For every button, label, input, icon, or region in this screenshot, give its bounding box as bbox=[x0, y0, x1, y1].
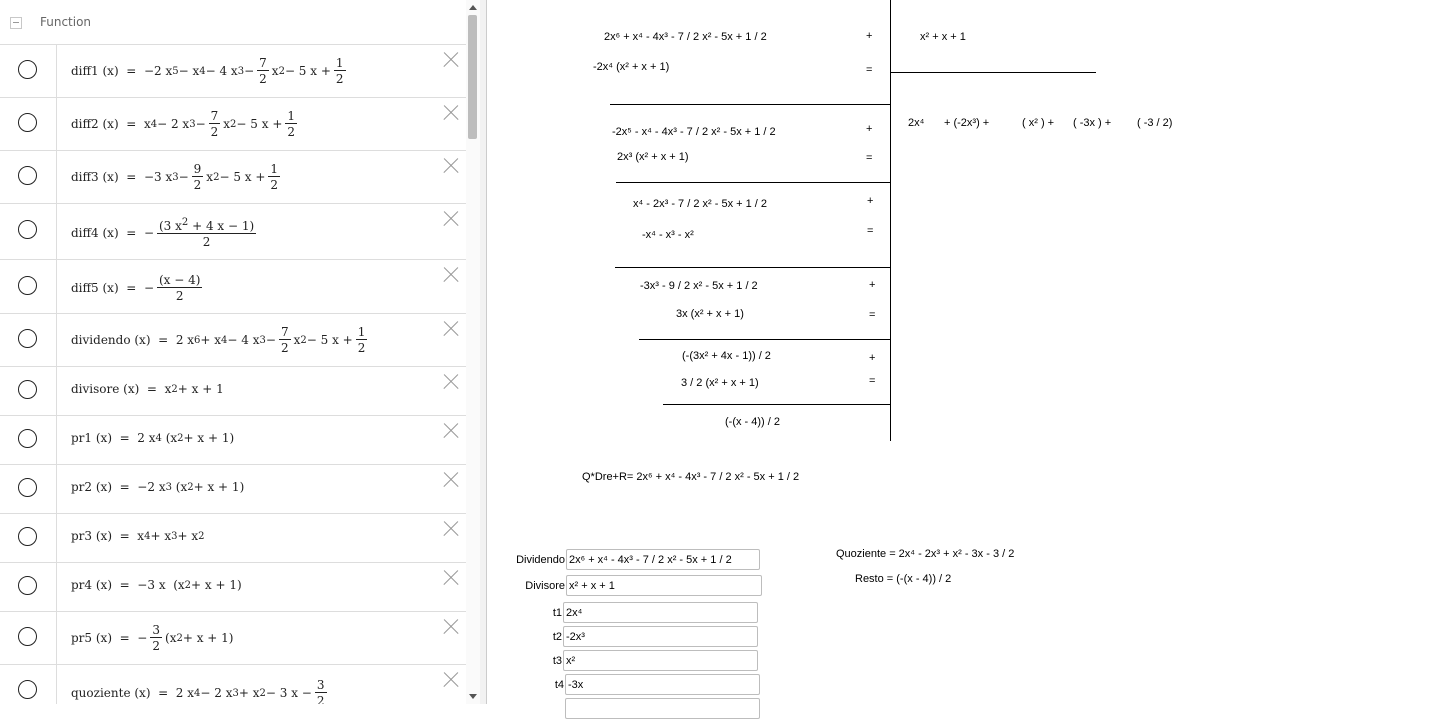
formula-divisore[interactable]: divisore (x) = x 2 + x + 1 bbox=[71, 382, 224, 396]
plus-sign: + bbox=[869, 279, 876, 291]
remainder-3: -3x³ - 9 / 2 x² - 5x + 1 / 2 bbox=[640, 280, 758, 292]
division-line-2 bbox=[616, 182, 891, 183]
algebra-scrollbar[interactable] bbox=[466, 0, 480, 704]
equals-sign: = bbox=[866, 152, 873, 164]
t3-label: t3 bbox=[552, 655, 562, 667]
algebra-row-pr1[interactable] bbox=[0, 416, 466, 465]
function-group-header bbox=[0, 0, 466, 45]
collapse-icon[interactable] bbox=[10, 17, 22, 29]
subtrahend-2: 2x³ (x² + x + 1) bbox=[617, 151, 689, 163]
visibility-toggle-icon[interactable] bbox=[18, 680, 37, 699]
formula-diff1[interactable]: diff1 (x) = −2 x 5 − x 4 − 4 x 3 − $\frac{7}{2}$ x 2 − 5 x + $\frac{1}{2}$ bbox=[71, 56, 344, 86]
formula-pr4[interactable]: pr4 (x) = −3 x (x 2 + x + 1) bbox=[71, 578, 242, 592]
quotient-term-4: ( -3x ) + bbox=[1073, 117, 1112, 129]
formula-pr3[interactable]: pr3 (x) = x 4 + x 3 + x 2 bbox=[71, 529, 205, 543]
t2-label: t2 bbox=[552, 631, 562, 643]
formula-diff5[interactable]: diff5 (x) = − $\frac{(x - 4)}{2}$ bbox=[71, 273, 201, 303]
algebra-view bbox=[0, 0, 467, 704]
plus-sign: + bbox=[866, 123, 873, 135]
delete-icon[interactable] bbox=[442, 320, 460, 338]
algebra-row-diff4[interactable] bbox=[0, 204, 466, 260]
delete-icon[interactable] bbox=[442, 618, 460, 636]
algebra-row-diff3[interactable] bbox=[0, 151, 466, 204]
equals-sign: = bbox=[867, 225, 874, 237]
algebra-row-pr5[interactable] bbox=[0, 612, 466, 665]
delete-icon[interactable] bbox=[442, 51, 460, 69]
algebra-row-dividendo[interactable] bbox=[0, 314, 466, 367]
delete-icon[interactable] bbox=[442, 210, 460, 228]
equals-sign: = bbox=[866, 64, 873, 76]
verification-text: Q*Dre+R= 2x⁶ + x⁴ - 4x³ - 7 / 2 x² - 5x + 1 / 2 bbox=[582, 471, 800, 483]
division-line-1 bbox=[610, 104, 891, 105]
quotient-result: Quoziente = 2x⁴ - 2x³ + x² - 3x - 3 / 2 bbox=[836, 548, 1015, 560]
algebra-row-pr3[interactable] bbox=[0, 514, 466, 563]
dividend-text: 2x⁶ + x⁴ - 4x³ - 7 / 2 x² - 5x + 1 / 2 bbox=[604, 31, 767, 43]
delete-icon[interactable] bbox=[442, 266, 460, 284]
dividend-input[interactable]: 2x⁶ + x⁴ - 4x³ - 7 / 2 x² - 5x + 1 / 2 bbox=[566, 549, 760, 570]
subtrahend-5: 3 / 2 (x² + x + 1) bbox=[681, 377, 759, 389]
plus-sign: + bbox=[866, 30, 873, 42]
visibility-toggle-icon[interactable] bbox=[18, 220, 37, 239]
dividend-label: Dividendo bbox=[516, 554, 565, 566]
formula-pr1[interactable]: pr1 (x) = 2 x 4 (x 2 + x + 1) bbox=[71, 431, 235, 445]
visibility-toggle-icon[interactable] bbox=[18, 276, 37, 295]
algebra-row-diff2[interactable] bbox=[0, 98, 466, 151]
group-title: Function bbox=[40, 15, 92, 29]
divisor-underline bbox=[890, 72, 1096, 73]
visibility-toggle-icon[interactable] bbox=[18, 478, 37, 497]
delete-icon[interactable] bbox=[442, 157, 460, 175]
formula-quoziente[interactable]: quoziente (x) = 2 x 4 − 2 x 3 + x 2 − 3 x − $\frac{3}{2}$ bbox=[71, 678, 325, 704]
delete-icon[interactable] bbox=[442, 520, 460, 538]
formula-pr2[interactable]: pr2 (x) = −2 x 3 (x 2 + x + 1) bbox=[71, 480, 245, 494]
visibility-toggle-icon[interactable] bbox=[18, 380, 37, 399]
t2-input[interactable]: -2x³ bbox=[563, 626, 758, 647]
plus-sign: + bbox=[869, 352, 876, 364]
algebra-row-diff1[interactable] bbox=[0, 45, 466, 98]
delete-icon[interactable] bbox=[442, 373, 460, 391]
equals-sign: = bbox=[869, 375, 876, 387]
visibility-toggle-icon[interactable] bbox=[18, 429, 37, 448]
remainder-2: x⁴ - 2x³ - 7 / 2 x² - 5x + 1 / 2 bbox=[633, 198, 768, 210]
scroll-thumb[interactable] bbox=[468, 15, 477, 139]
scroll-up-icon[interactable] bbox=[469, 5, 477, 10]
delete-icon[interactable] bbox=[442, 104, 460, 122]
algebra-row-pr4[interactable] bbox=[0, 563, 466, 612]
division-line-5 bbox=[663, 404, 891, 405]
division-line-3 bbox=[615, 267, 891, 268]
quotient-term-5: ( -3 / 2) bbox=[1137, 117, 1173, 129]
t4-label: t4 bbox=[554, 679, 564, 691]
graphics-view[interactable] bbox=[487, 0, 1440, 704]
delete-icon[interactable] bbox=[442, 471, 460, 489]
visibility-toggle-icon[interactable] bbox=[18, 527, 37, 546]
formula-pr5[interactable]: pr5 (x) = − $\frac{3}{2}$ (x 2 + x + 1) bbox=[71, 623, 234, 653]
delete-icon[interactable] bbox=[442, 422, 460, 440]
algebra-row-divisore[interactable] bbox=[0, 367, 466, 416]
division-vertical-line bbox=[890, 0, 891, 441]
t4-input[interactable]: -3x bbox=[565, 674, 760, 695]
t3-input[interactable]: x² bbox=[563, 650, 758, 671]
divisor-input[interactable]: x² + x + 1 bbox=[566, 575, 762, 596]
formula-diff3[interactable]: diff3 (x) = −3 x 3 − $\frac{9}{2}$ x 2 − 5 x + $\frac{1}{2}$ bbox=[71, 162, 279, 192]
quotient-term-1: 2x⁴ bbox=[908, 117, 925, 129]
divisor-text: x² + x + 1 bbox=[920, 31, 966, 43]
remainder-1: -2x⁵ - x⁴ - 4x³ - 7 / 2 x² - 5x + 1 / 2 bbox=[612, 126, 776, 138]
subtrahend-4: 3x (x² + x + 1) bbox=[676, 308, 744, 320]
remainder-4: (-(3x² + 4x - 1)) / 2 bbox=[682, 350, 771, 362]
final-remainder: (-(x - 4)) / 2 bbox=[725, 416, 780, 428]
delete-icon[interactable] bbox=[442, 569, 460, 587]
algebra-row-quoziente[interactable] bbox=[0, 665, 466, 704]
delete-icon[interactable] bbox=[442, 671, 460, 689]
t1-input[interactable]: 2x⁴ bbox=[563, 602, 758, 623]
algebra-row-pr2[interactable] bbox=[0, 465, 466, 514]
divisor-label: Divisore bbox=[525, 580, 565, 592]
view-splitter[interactable] bbox=[480, 0, 487, 704]
algebra-row-diff5[interactable] bbox=[0, 260, 466, 314]
visibility-toggle-icon[interactable] bbox=[18, 576, 37, 595]
t5-input-partial[interactable] bbox=[565, 698, 760, 719]
division-line-4 bbox=[639, 339, 891, 340]
visibility-toggle-icon[interactable] bbox=[18, 627, 37, 646]
subtrahend-1: -2x⁴ (x² + x + 1) bbox=[593, 61, 670, 73]
visibility-toggle-icon[interactable] bbox=[18, 60, 37, 79]
formula-dividendo[interactable]: dividendo (x) = 2 x 6 + x 4 − 4 x 3 − $\frac{7}{2}$ x 2 − 5 x + $\frac{1}{2}$ bbox=[71, 325, 366, 355]
scroll-down-icon[interactable] bbox=[469, 694, 477, 699]
remainder-result: Resto = (-(x - 4)) / 2 bbox=[855, 573, 952, 585]
visibility-toggle-icon[interactable] bbox=[18, 166, 37, 185]
formula-diff2[interactable]: diff2 (x) = x 4 − 2 x 3 − $\frac{7}{2}$ x 2 − 5 x + $\frac{1}{2}$ bbox=[71, 109, 296, 139]
plus-sign: + bbox=[867, 195, 874, 207]
formula-diff4[interactable]: diff4 (x) = − $\frac{(3 x^2 + 4 x - 1)}{2}$ bbox=[71, 217, 255, 249]
equals-sign: = bbox=[869, 309, 876, 321]
subtrahend-3: -x⁴ - x³ - x² bbox=[642, 229, 694, 241]
quotient-term-3: ( x² ) + bbox=[1022, 117, 1055, 129]
quotient-term-2: + (-2x³) + bbox=[944, 117, 990, 129]
visibility-toggle-icon[interactable] bbox=[18, 113, 37, 132]
visibility-toggle-icon[interactable] bbox=[18, 329, 37, 348]
t1-label: t1 bbox=[552, 607, 562, 619]
